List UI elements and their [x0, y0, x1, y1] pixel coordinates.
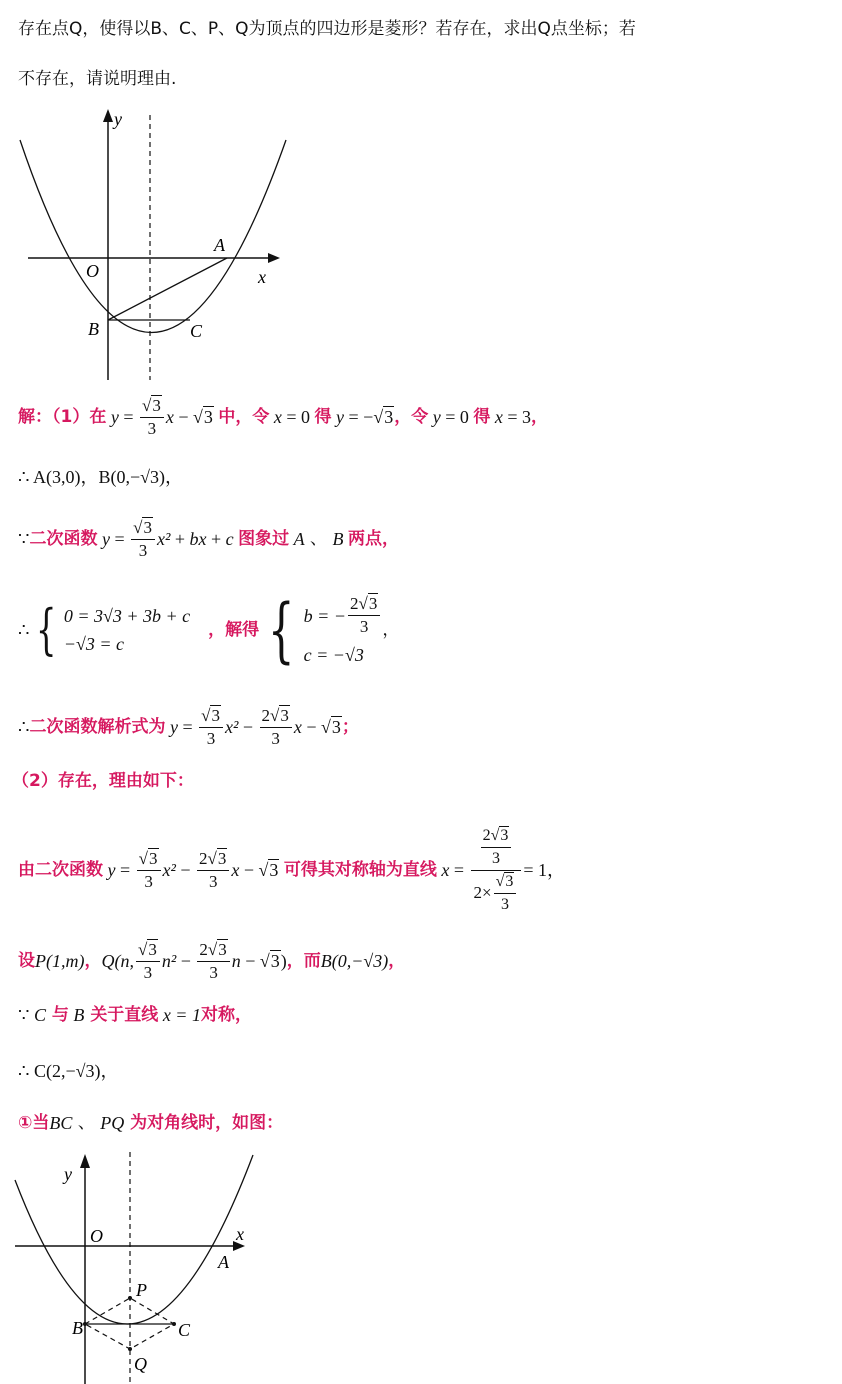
- part2-heading: （2）存在，理由如下：: [12, 771, 194, 791]
- point-p-label: P: [136, 1280, 147, 1300]
- point-b-label-2: B: [72, 1318, 83, 1338]
- point-a-label-2: A: [218, 1252, 229, 1272]
- system-row-2: −√3 = c: [63, 633, 124, 654]
- point-a-label: A: [214, 235, 225, 255]
- point-b-label: B: [88, 319, 99, 339]
- point-c-line: ∴ C(2,−√3)，: [18, 1061, 119, 1081]
- system-row-1: 0 = 3√3 + 3b + c: [63, 605, 191, 626]
- solution-c-row: c = −√3: [303, 645, 364, 665]
- question-line-1: 存在点Q，使得以B、C、P、Q为顶点的四边形是菱形？若存在，求出Q点坐标；若: [18, 19, 636, 39]
- origin-label: O: [86, 261, 99, 281]
- y-axis-label: y: [114, 109, 122, 129]
- x-axis-label: x: [258, 267, 266, 287]
- c-b-symmetry-line: ∵ C 与 B 关于直线 x = 1 对称，: [18, 1005, 252, 1025]
- points-a-b-line: ∴ A(3,0)，B(0,−√3)，: [18, 467, 183, 487]
- figure-1-parabola-graph: [18, 105, 288, 380]
- point-c-label: C: [190, 321, 203, 341]
- y-axis-label-2: y: [64, 1164, 72, 1184]
- point-q-label: Q: [134, 1354, 147, 1374]
- figure-2-rhombus-graph: [10, 1150, 270, 1384]
- solution-part1-line: 解：（1）在 y = $\frac{√3}{3}$ x − √3 中，令 x = 0 得 y = −√3 ，令 y = 0 得 x = 3 ，: [18, 395, 549, 438]
- case1-heading: ①当 BC 、 PQ 为对角线时，如图：: [18, 1113, 284, 1133]
- origin-label-2: O: [90, 1226, 103, 1246]
- point-c-label-2: C: [178, 1320, 191, 1340]
- system-of-equations-line: ∴ { 0 = 3√3 + 3b + c −√3 = c ，解得 { b = − $\frac{2√3}{3}$ c = −√3 ，: [18, 588, 400, 671]
- question-line-2: 不存在，请说明理由.: [18, 69, 177, 89]
- analytic-expression-line: ∴ 二次函数解析式为 y = $\frac{√3}{3}$ x² − $\frac{2√3}{3}$ x − √3 ；: [18, 705, 359, 748]
- x-axis-label-2: x: [236, 1224, 244, 1244]
- set-p-q-line: 设 P(1,m) ， Q(n, $\frac{√3}{3}$ n² − $\frac{2√3}{3}$ n − √3) ，而 B(0,−√3) ，: [18, 939, 406, 982]
- quadratic-passes-line: ∵ 二次函数 y = $\frac{√3}{3}$ x² + bx + c 图象过 A 、 B 两点，: [18, 517, 399, 560]
- symmetry-axis-line: 由二次函数 y = $\frac{√3}{3}$ x² − $\frac{2√3}{3}$ x − √3 可得其对称轴为直线 x = $\frac{2√3}{3}$ 2× $\frac{√3}{3}$ = 1，: [18, 826, 566, 913]
